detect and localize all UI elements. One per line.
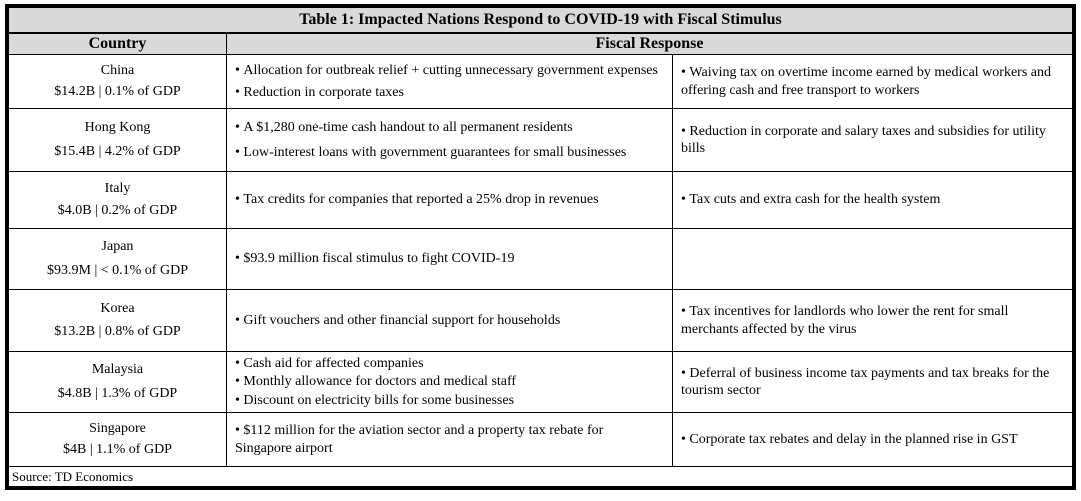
fiscal-bullet: • $112 million for the aviation sector and a property tax rebate for Singapore airport	[235, 422, 662, 456]
fiscal-left-cell	[227, 352, 673, 413]
fiscal-bullet: • Tax cuts and extra cash for the health system	[681, 191, 1062, 208]
fiscal-right-cell	[673, 55, 1073, 109]
fiscal-left-cell	[227, 172, 673, 229]
fiscal-bullet: • Reduction in corporate taxes	[235, 84, 662, 101]
fiscal-left-cell	[227, 413, 673, 467]
fiscal-left-cell	[227, 229, 673, 290]
column-header-fiscal-response: Fiscal Response	[227, 33, 1073, 55]
country-stat: $4.0B | 0.2% of GDP	[57, 203, 178, 218]
column-header-country: Country	[9, 33, 227, 55]
country-name: Malaysia	[91, 362, 144, 378]
table-title: Table 1: Impacted Nations Respond to COVID-19 with Fiscal Stimulus	[9, 8, 1073, 33]
fiscal-bullet: • Tax incentives for landlords who lower the rent for small merchants affected by the virus	[681, 303, 1062, 337]
country-stat: $13.2B | 0.8% of GDP	[54, 324, 181, 340]
country-name: Singapore	[89, 421, 146, 436]
country-cell	[9, 172, 227, 229]
country-cell	[9, 352, 227, 413]
country-cell	[9, 55, 227, 109]
fiscal-bullet: • $93.9 million fiscal stimulus to fight COVID-19	[235, 250, 662, 267]
country-stat: $14.2B | 0.1% of GDP	[54, 84, 181, 99]
table-row-singapore	[9, 413, 1073, 467]
table-row-china	[9, 55, 1073, 109]
fiscal-right-cell	[673, 109, 1073, 172]
table-title-row	[9, 8, 1073, 33]
table-row-hong-kong	[9, 109, 1073, 172]
fiscal-right-cell-empty	[673, 229, 1073, 290]
country-stat: $15.4B | 4.2% of GDP	[54, 144, 181, 159]
fiscal-bullet: • Waiving tax on overtime income earned by medical workers and offering cash and free transport to workers	[681, 64, 1062, 98]
fiscal-stimulus-table	[5, 4, 1076, 490]
table-source-row	[9, 467, 1073, 487]
country-name: Korea	[100, 300, 135, 316]
table-row-japan	[9, 229, 1073, 290]
fiscal-bullet: • Low-interest loans with government guarantees for small businesses	[235, 144, 662, 161]
table-row-korea	[9, 290, 1073, 352]
fiscal-bullet: • Allocation for outbreak relief + cutting unnecessary government expenses	[235, 62, 662, 79]
fiscal-left-cell	[227, 290, 673, 352]
fiscal-bullet: • Gift vouchers and other financial support for households	[235, 312, 662, 329]
country-name: Japan	[101, 239, 134, 255]
source-note: Source: TD Economics	[9, 467, 1073, 487]
fiscal-right-cell	[673, 290, 1073, 352]
country-cell	[9, 413, 227, 467]
country-cell	[9, 229, 227, 290]
country-cell	[9, 109, 227, 172]
table-row-italy	[9, 172, 1073, 229]
country-stat: $4B | 1.1% of GDP	[63, 442, 172, 457]
fiscal-bullet: • Monthly allowance for doctors and medical staff	[235, 373, 662, 390]
table-row-malaysia	[9, 352, 1073, 413]
country-stat: $4.8B | 1.3% of GDP	[57, 385, 178, 401]
fiscal-bullet: • Tax credits for companies that reported a 25% drop in revenues	[235, 191, 662, 208]
fiscal-bullet: • A $1,280 one-time cash handout to all permanent residents	[235, 119, 662, 136]
country-name: Hong Kong	[84, 120, 151, 135]
country-cell	[9, 290, 227, 352]
fiscal-bullet: • Discount on electricity bills for some businesses	[235, 392, 662, 409]
fiscal-right-cell	[673, 172, 1073, 229]
fiscal-bullet: • Deferral of business income tax payments and tax breaks for the tourism sector	[681, 365, 1062, 399]
fiscal-right-cell	[673, 413, 1073, 467]
fiscal-bullet: • Reduction in corporate and salary taxes and subsidies for utility bills	[681, 123, 1062, 157]
fiscal-bullet: • Corporate tax rebates and delay in the planned rise in GST	[681, 431, 1062, 448]
country-name: China	[100, 63, 135, 78]
country-name: Italy	[104, 181, 131, 196]
country-stat: $93.9M | < 0.1% of GDP	[47, 262, 188, 278]
fiscal-left-cell	[227, 55, 673, 109]
table-header-row	[9, 33, 1073, 55]
fiscal-left-cell	[227, 109, 673, 172]
fiscal-right-cell	[673, 352, 1073, 413]
table	[8, 7, 1073, 487]
fiscal-bullet: • Cash aid for affected companies	[235, 355, 662, 372]
